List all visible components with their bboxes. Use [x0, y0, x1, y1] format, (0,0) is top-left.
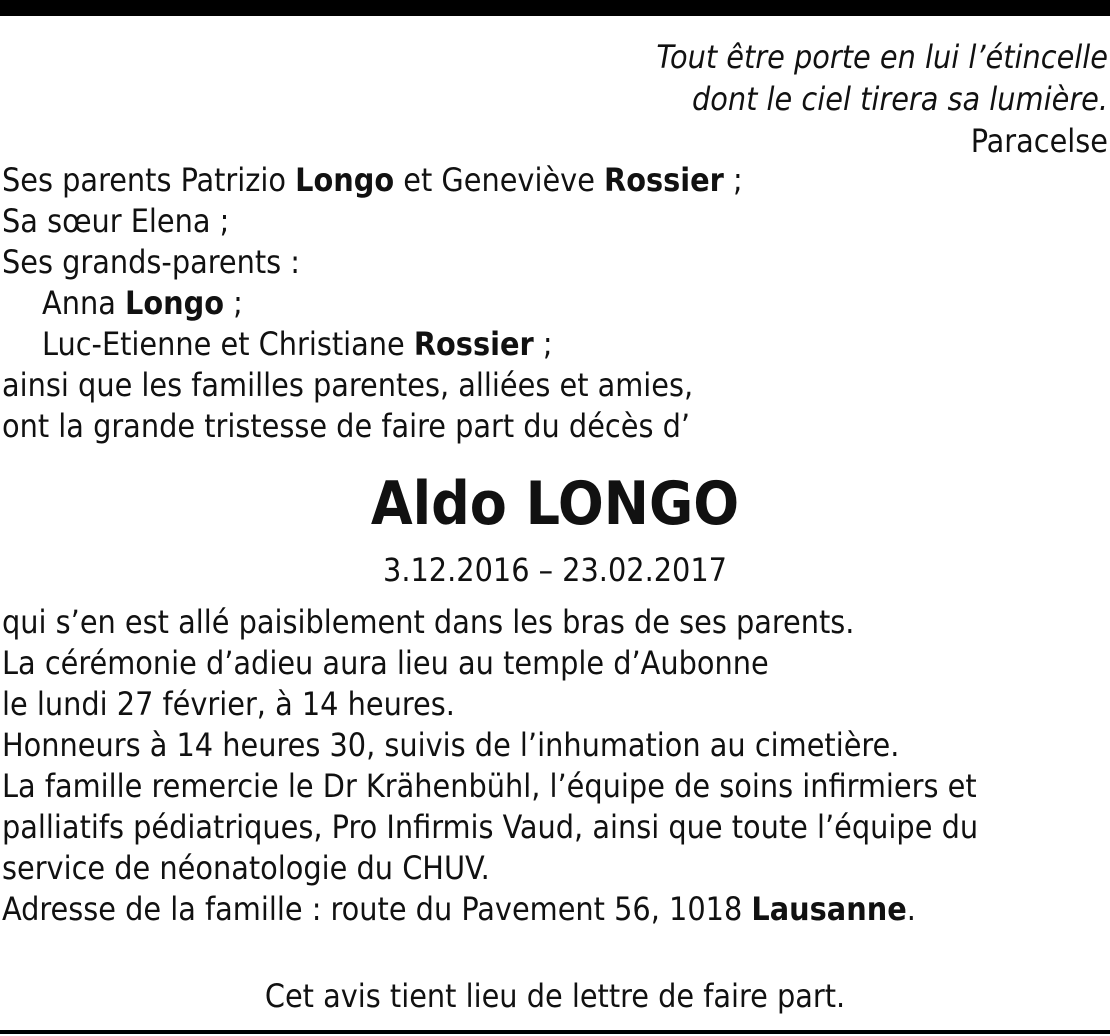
parents-suffix: ; — [723, 161, 743, 199]
deceased-dates: 3.12.2016 – 23.02.2017 — [383, 551, 727, 589]
gp1-surname: Longo — [124, 284, 224, 322]
family-announcement — [2, 160, 743, 447]
grandparent-line-1 — [2, 283, 743, 324]
address-prefix: Adresse de la famille : route du Pavement 56, 1018 — [2, 890, 752, 928]
gp2-first: Luc-Etienne et Christiane — [42, 325, 414, 363]
epigraph-line-1: Tout être porte en lui l’étincelle — [656, 38, 1108, 76]
deceased-name: Aldo LONGO — [370, 469, 740, 539]
details-line-1: qui s’en est allé paisiblement dans les bras de ses parents. — [2, 603, 855, 641]
closing-note: Cet avis tient lieu de lettre de faire part. — [264, 977, 846, 1015]
address-suffix: . — [906, 890, 916, 928]
ceremony-details — [2, 602, 1102, 930]
address-city: Lausanne — [751, 890, 907, 928]
epigraph-author: Paracelse — [970, 122, 1108, 160]
sister-line: Sa sœur Elena ; — [2, 202, 230, 240]
gp2-suffix: ; — [533, 325, 553, 363]
parents-prefix: Ses parents Patrizio — [2, 161, 296, 199]
families-line: ainsi que les familles parentes, alliées et amies, — [2, 366, 694, 404]
details-line-5: La famille remercie le Dr Krähenbühl, l’équipe de soins infirmiers et — [2, 767, 977, 805]
details-line-4: Honneurs à 14 heures 30, suivis de l’inhumation au cimetière. — [2, 726, 900, 764]
parents-line — [2, 160, 743, 201]
parent-surname-1: Longo — [295, 161, 395, 199]
top-border-rule — [0, 0, 1110, 16]
details-line-6: palliatifs pédiatriques, Pro Infirmis Vaud, ainsi que toute l’équipe du — [2, 808, 979, 846]
grandparent-line-2 — [2, 324, 743, 365]
epigraph — [656, 36, 1108, 162]
bottom-border-rule — [0, 1030, 1110, 1034]
announce-line: ont la grande tristesse de faire part du décès d’ — [2, 407, 691, 445]
epigraph-line-2: dont le ciel tirera sa lumière. — [691, 80, 1108, 118]
parents-mid: et Geneviève — [394, 161, 605, 199]
details-line-3: le lundi 27 février, à 14 heures. — [2, 685, 455, 723]
gp2-surname: Rossier — [413, 325, 534, 363]
details-line-2: La cérémonie d’adieu aura lieu au temple d’Aubonne — [2, 644, 769, 682]
details-line-7: service de néonatologie du CHUV. — [2, 849, 490, 887]
gp1-suffix: ; — [223, 284, 243, 322]
grandparents-label: Ses grands-parents : — [2, 243, 300, 281]
parent-surname-2: Rossier — [604, 161, 724, 199]
address-line — [2, 889, 1102, 930]
gp1-first: Anna — [42, 284, 125, 322]
